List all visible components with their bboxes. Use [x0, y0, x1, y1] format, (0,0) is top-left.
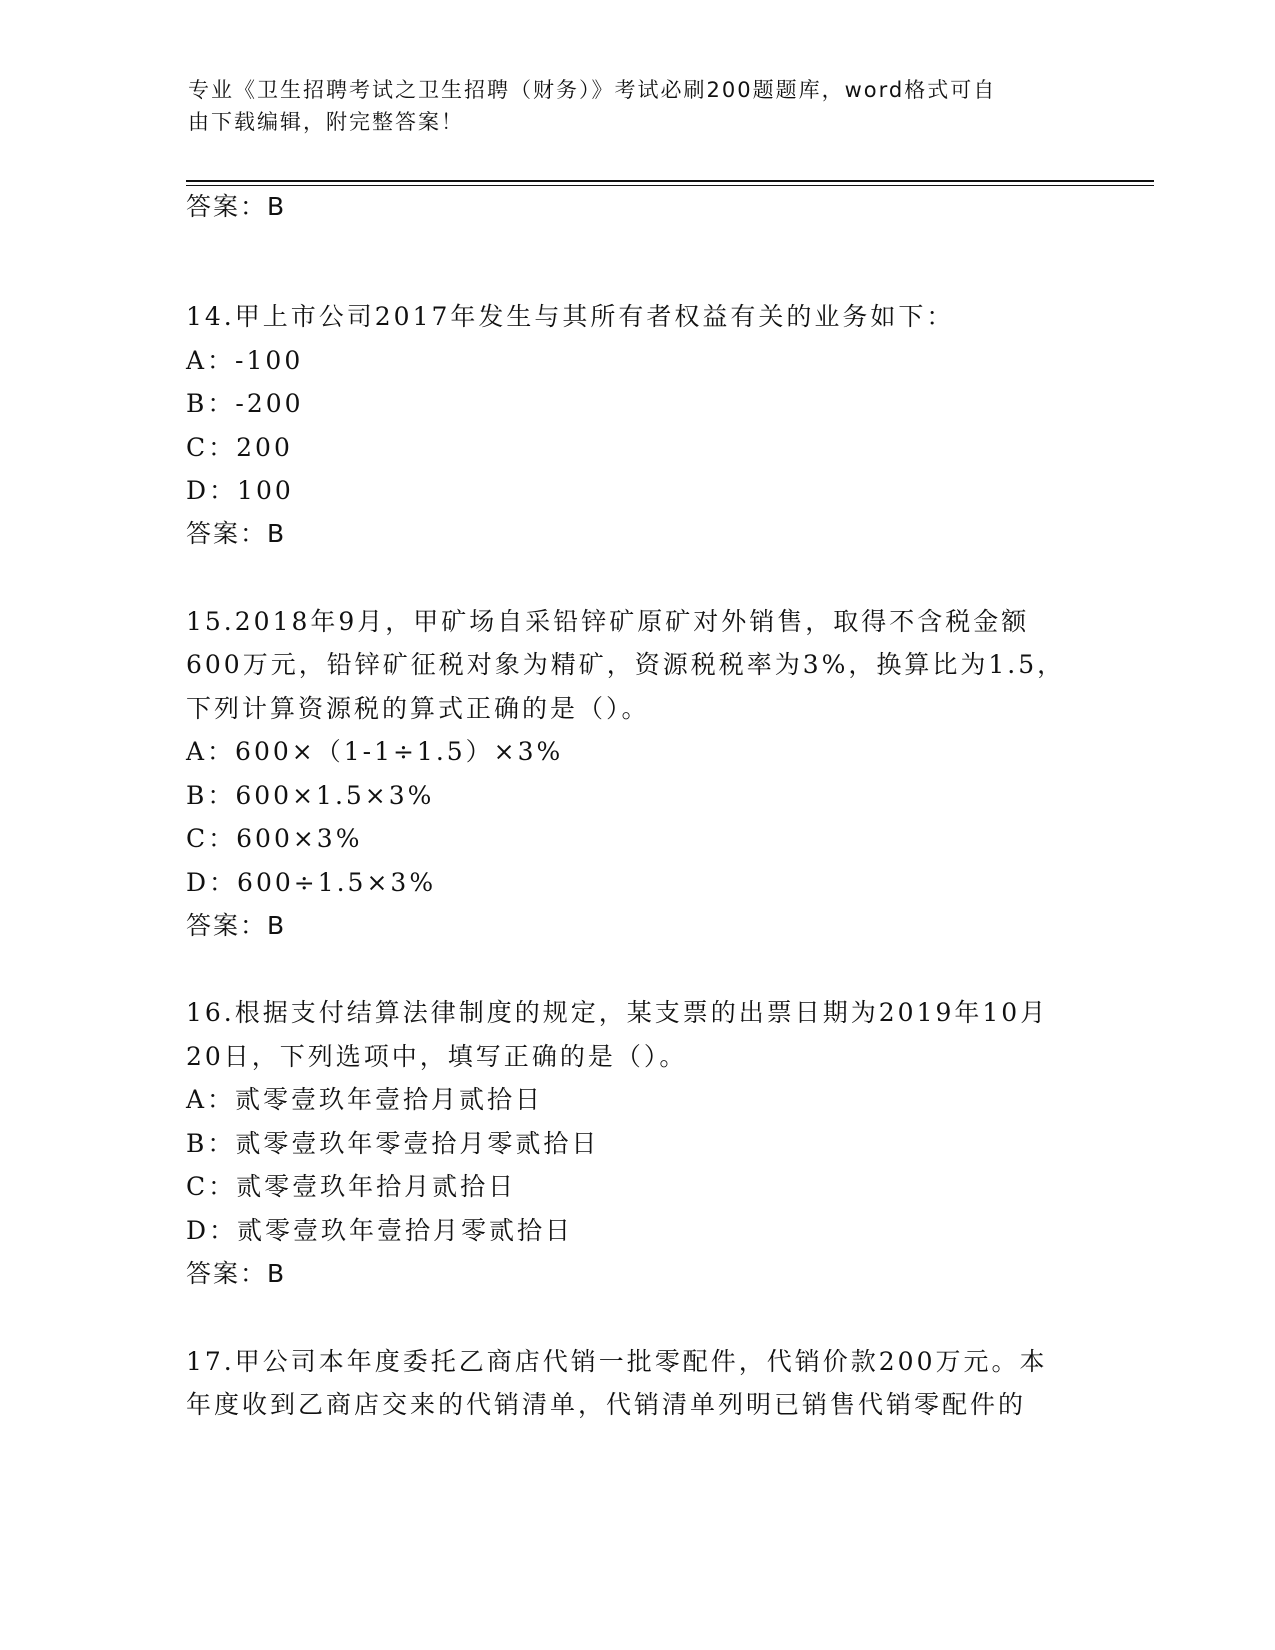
- document-header: [188, 74, 1068, 138]
- question-14-option-c: C：200: [186, 433, 293, 462]
- question-14-option-d: D：100: [186, 476, 294, 505]
- question-17-line-2: 年度收到乙商店交来的代销清单，代销清单列明已销售代销零配件的: [186, 1390, 1027, 1419]
- question-14-option-b: B：-200: [186, 389, 304, 418]
- question-15-option-d: D：600÷1.5×3%: [186, 868, 437, 897]
- question-15-line-1: 15.2018年9月，甲矿场自采铅锌矿原矿对外销售，取得不含税金额: [186, 607, 1030, 636]
- question-15-option-a: A：600×（1-1÷1.5）×3%: [186, 737, 564, 766]
- question-15-option-b: B：600×1.5×3%: [186, 781, 435, 810]
- previous-answer: 答案：B: [186, 192, 287, 221]
- question-17-line-1: 17.甲公司本年度委托乙商店代销一批零配件，代销价款200万元。本: [186, 1347, 1048, 1376]
- question-16-line-1: 16.根据支付结算法律制度的规定，某支票的出票日期为2019年10月: [186, 998, 1049, 1027]
- question-14-text: 14.甲上市公司2017年发生与其所有者权益有关的业务如下：: [186, 302, 955, 331]
- question-15-answer: 答案：B: [186, 911, 287, 940]
- question-16-option-c: C：贰零壹玖年拾月贰拾日: [186, 1172, 517, 1201]
- question-16-option-b: B：贰零壹玖年零壹拾月零贰拾日: [186, 1129, 600, 1158]
- header-divider-thin: [186, 185, 1154, 186]
- question-16-option-d: D：贰零壹玖年壹拾月零贰拾日: [186, 1216, 574, 1245]
- question-14-option-a: A：-100: [186, 346, 304, 375]
- question-16-answer: 答案：B: [186, 1259, 287, 1288]
- question-15-line-3: 下列计算资源税的算式正确的是（）。: [186, 694, 650, 723]
- question-15-line-2: 600万元，铅锌矿征税对象为精矿，资源税税率为3%，换算比为1.5，: [186, 650, 1066, 679]
- question-16-option-a: A：贰零壹玖年壹拾月贰拾日: [186, 1085, 544, 1114]
- question-14-answer: 答案：B: [186, 519, 287, 548]
- header-line-1: 专业《卫生招聘考试之卫生招聘（财务）》考试必刷200题题库，word格式可自: [188, 78, 997, 102]
- header-line-2: 由下载编辑，附完整答案！: [188, 110, 464, 134]
- header-divider-thick: [186, 180, 1154, 182]
- question-16-line-2: 20日，下列选项中，填写正确的是（）。: [186, 1042, 688, 1071]
- question-15-option-c: C：600×3%: [186, 824, 363, 853]
